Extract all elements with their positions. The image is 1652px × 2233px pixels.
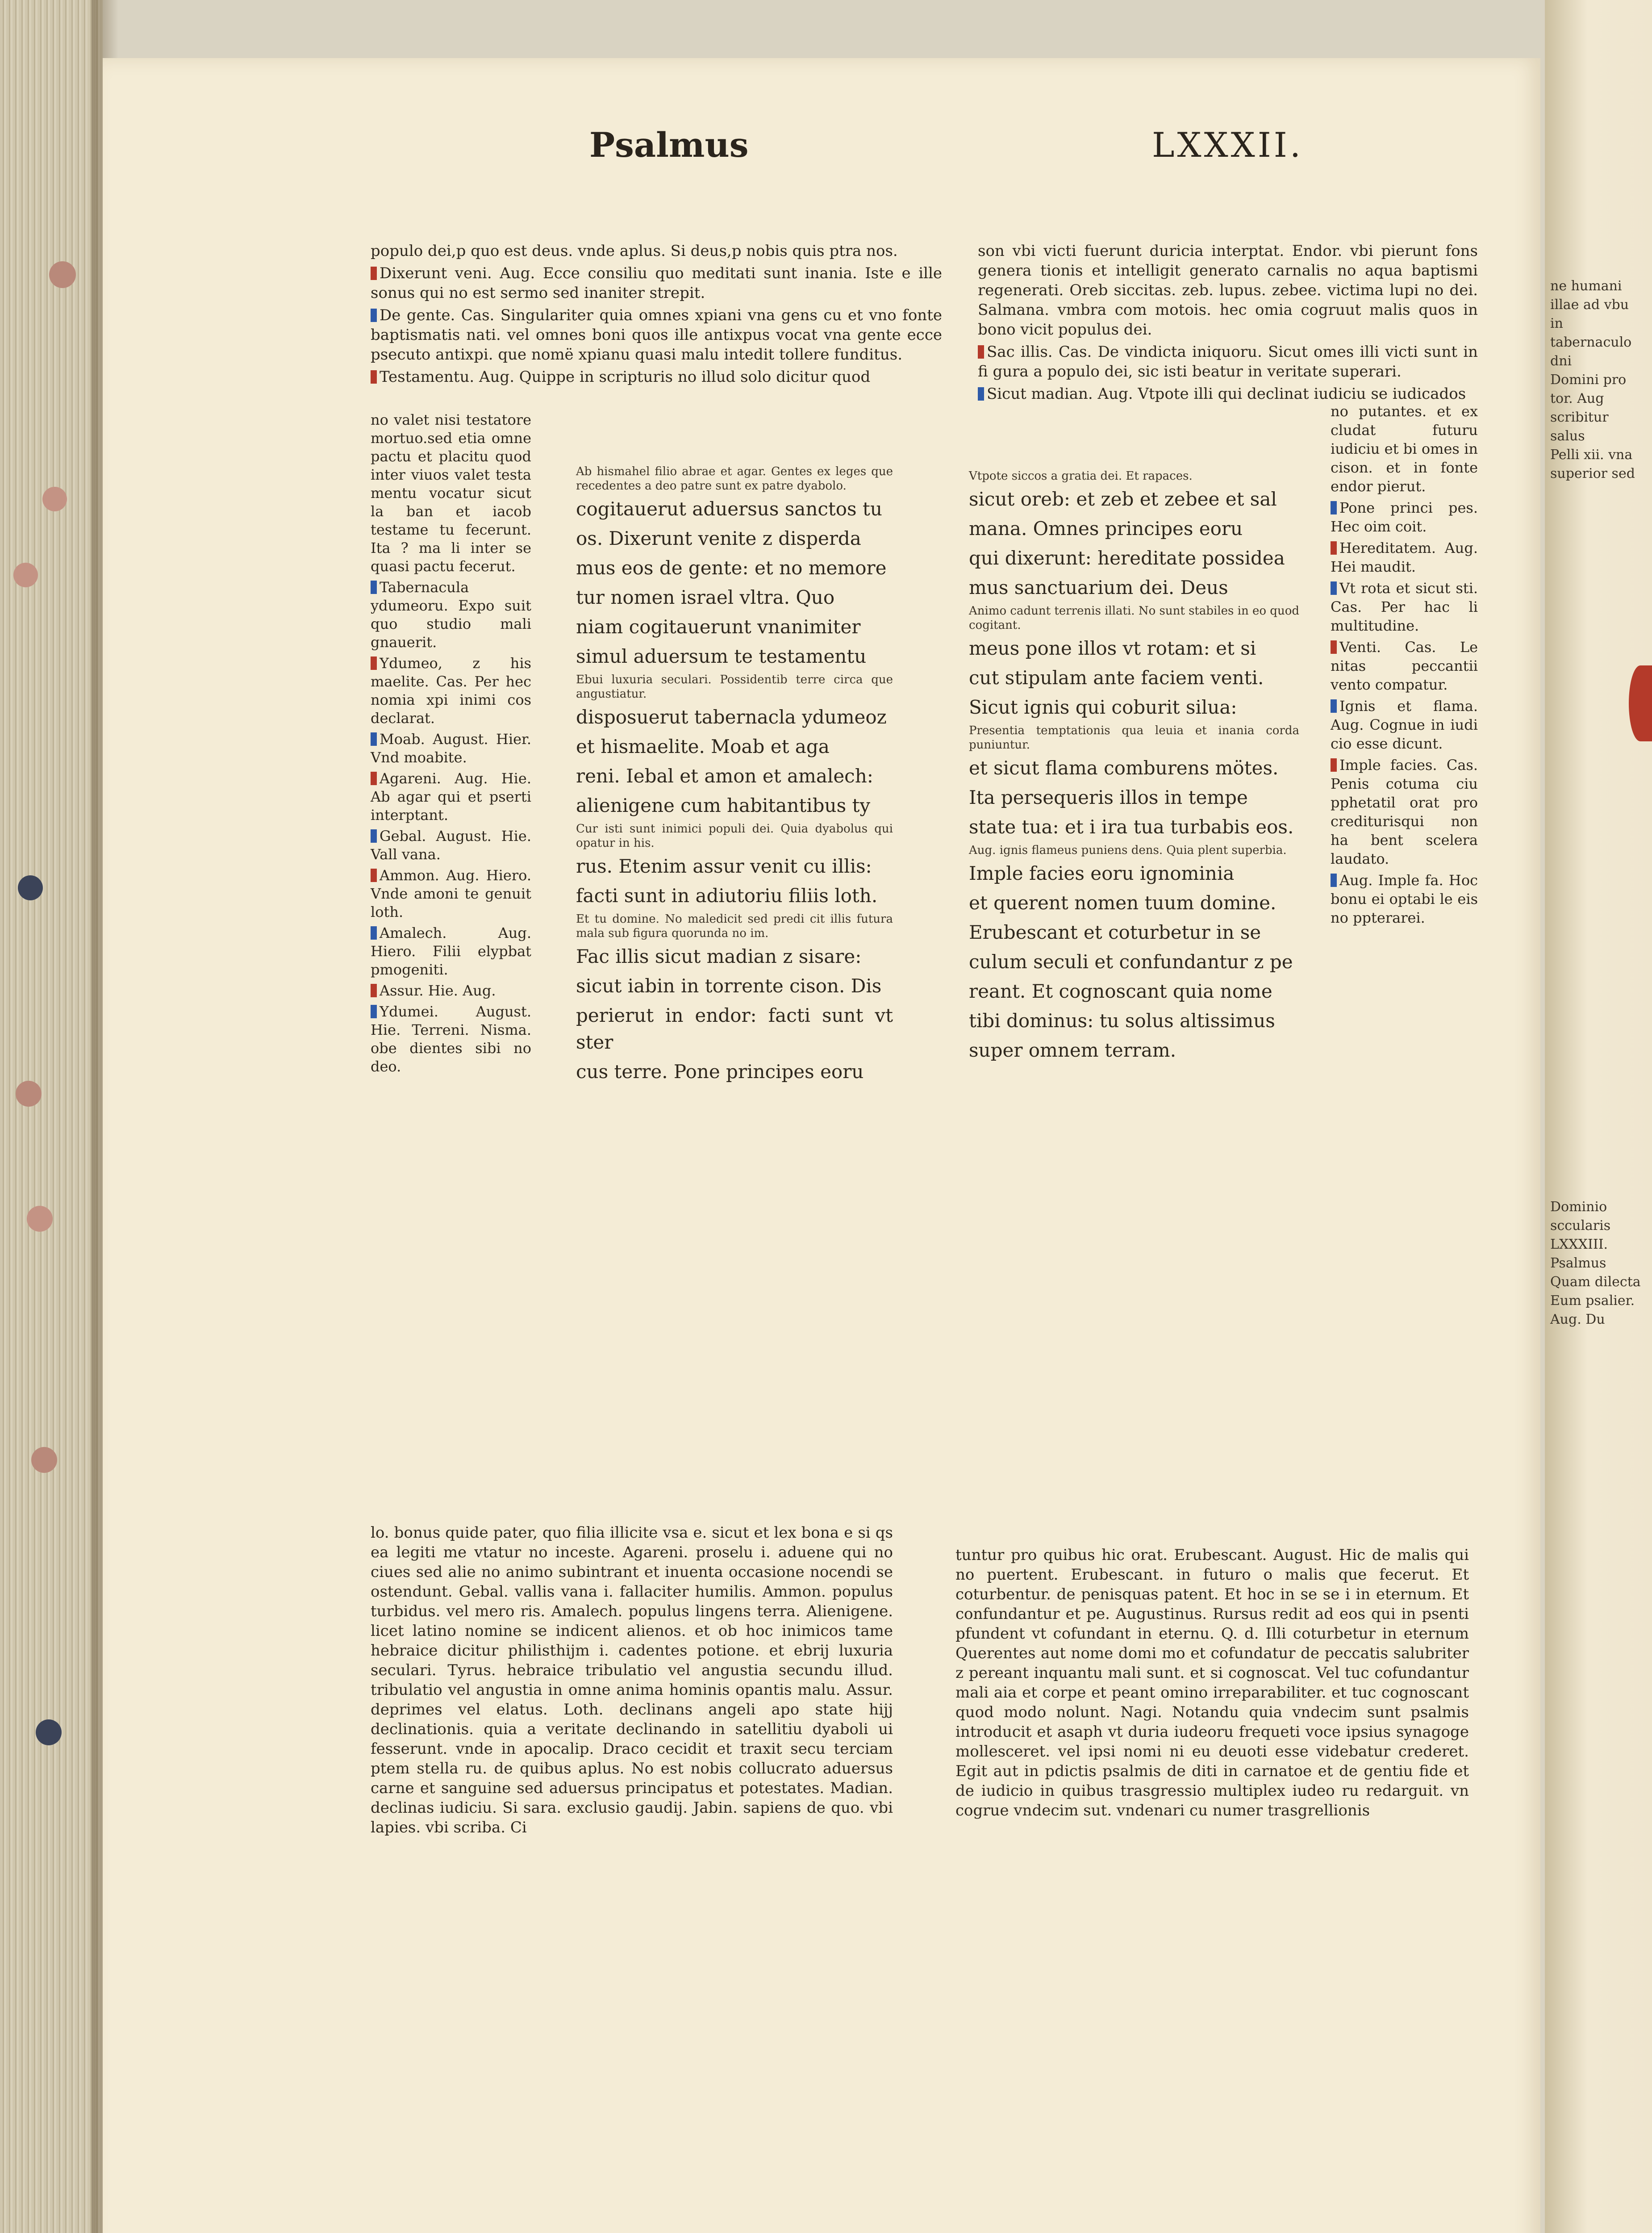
- paragraph-mark: [1331, 874, 1337, 887]
- psalm-line: meus pone illos vt rotam: et si: [969, 637, 1256, 659]
- rubric-marker: [371, 267, 377, 280]
- paragraph-mark: [371, 732, 377, 746]
- margin-note: Venti. Cas. Le nitas peccantii vento compatur.: [1331, 639, 1478, 693]
- facing-page-line: scribitur salus: [1550, 410, 1609, 444]
- gloss-bottom-left: [371, 1523, 893, 1840]
- margin-note: Imple facies. Cas. Penis cotuma ciu pphetatil orat pro crediturisqui non ha bent scelera laudato.: [1331, 757, 1478, 867]
- gloss-paragraph: lo. bonus quide pater, quo filia illicite vsa e. sicut et lex bona e si qs ea legiti me vtatur no inceste. Agareni. proselu i. aduene qui no ciues sed alie no animo subintrant et inuenta occasione nocendi se ostendunt. Gebal. vallis vana i. fallaciter humilis. Ammon. populus turbidus. vel mero ris. Amalech. populus lingens terra. Alienigene. licet latino nomine se indicent alienos. et ob hoc inimicos tame hebraice dicitur philisthijm i. cadentes potione. et ebrij luxuria seculari. Tyrus. hebraice tribulatio vel angustia secundu illud. tribulatio vel angustia in omne anima hominis opantis malu. Assur. deprimes vel elatus. Loth. declinans angeli apo state hijj declinationis. quia a veritate declinando in satellitiu dyaboli ui fesserunt. vnde in apocalip. Draco cecidit et traxit secu terciam ptem stella ru. de quibus aplus. No est nobis collucrato aduersus carne et sanguine sed aduersus principatus et potestates. Madian. declinas iudiciu. Si sara. exclusio gaudij. Jabin. sapiens de quo. vbi lapies. vbi scriba. Ci: [371, 1524, 893, 1836]
- psalm-line: cus terre. Pone principes eoru: [576, 1061, 864, 1083]
- margin-note: Tabernacula ydumeoru. Expo suit quo studio mali gnauerit.: [371, 579, 531, 651]
- gloss-right-block: [978, 241, 1478, 406]
- psalm-line: Sicut ignis qui coburit silua:: [969, 696, 1237, 718]
- binding-bead: [49, 261, 76, 288]
- facing-page-line: Dominio sccularis: [1550, 1199, 1611, 1234]
- gloss-paragraph: De gente. Cas. Singulariter quia omnes xpiani vna gens cu et vno fonte baptismatis nati. vel omnes boni quos ille antixpus vocat vna gente ecce psecuto antixpi. que nomë xpianu quasi malu intedit tollere funditus.: [371, 306, 942, 364]
- margin-note: Assur. Hie. Aug.: [371, 982, 531, 1000]
- psalm-line: Erubescant et coturbetur in se: [969, 921, 1261, 943]
- psalm-line: niam cogitauerunt vnanimiter: [576, 616, 861, 638]
- margin-note: Agareni. Aug. Hie. Ab agar qui et pserti interptant.: [371, 770, 531, 824]
- facing-page-line: in tabernaculo dni: [1550, 316, 1632, 369]
- psalm-line: rus. Etenim assur venit cu illis:: [576, 855, 872, 877]
- running-head-right: LXXXII.: [1152, 125, 1303, 165]
- psalm-line: mus eos de gente: et no memore: [576, 557, 887, 579]
- psalm-line: culum seculi et confundantur z pe: [969, 951, 1293, 973]
- paragraph-mark: [1331, 581, 1337, 595]
- margin-note: Amalech. Aug. Hiero. Filii elypbat pmogeniti.: [371, 924, 531, 978]
- psalm-line: cut stipulam ante faciem venti.: [969, 667, 1264, 689]
- psalm-line: et querent nomen tuum domine.: [969, 892, 1277, 914]
- psalm-text-left: [576, 464, 893, 1088]
- margin-note: Ydumei. August. Hie. Terreni. Nisma. obe dientes sibi no deo.: [371, 1003, 531, 1075]
- psalm-line: tibi dominus: tu solus altissimus: [969, 1010, 1275, 1032]
- margin-note: Aug. Imple fa. Hoc bonu ei optabi le eis no ppterarei.: [1331, 872, 1478, 926]
- paragraph-mark: [1331, 501, 1337, 514]
- rubric-marker: [371, 772, 377, 785]
- psalm-text-right: [969, 469, 1299, 1066]
- psalm-line: os. Dixerunt venite z disperda: [576, 527, 861, 549]
- gloss-paragraph: Dixerunt veni. Aug. Ecce consiliu quo meditati sunt inania. Iste e ille sonus qui no est sermo sed inaniter strepit.: [371, 264, 942, 302]
- psalm-line: Fac illis sicut madian z sisare:: [576, 945, 862, 967]
- facing-page-line: Domini pro tor. Aug: [1550, 372, 1627, 406]
- gloss-paragraph: son vbi victi fuerunt duricia interptat. Endor. vbi pierunt fons genera tionis et intelligit generato carnalis no aqua baptismi regenerati. Oreb siccitas. zeb. lupus. zebee. victima lupi no dei. Salmana. vmbra com motois. hec omia cogruut malis quos in bono vicit populus dei.: [978, 242, 1478, 339]
- interlinear-gloss: Cur isti sunt inimici populi dei. Quia dyabolus qui opatur in his.: [576, 822, 893, 850]
- facing-page-line: Pelli xii. vna: [1550, 447, 1633, 463]
- psalm-line: state tua: et i ira tua turbabis eos.: [969, 816, 1294, 838]
- margin-gloss-right: [1331, 402, 1478, 930]
- paragraph-mark: [371, 1005, 377, 1018]
- rubric-marker: [978, 345, 984, 359]
- gloss-paragraph: tuntur pro quibus hic orat. Erubescant. August. Hic de malis qui no puertent. Erubescant. in futuro o malis que fecerut. Et coturbentur. de penisquas patent. Et hoc in se se i in eternum. Et confundantur et pe. Augustinus. Rursus redit ad eos qui in psenti pfundent vt cofundant in eternu. Q. d. Illi coturbetur in eternum Querentes aut nome domi mo et cofundatur de peccatis salubriter z pereant inquantu mali sunt. et si cognoscat. Vel tuc cofundantur mali aia et corpe et peant omino irreparabiliter. et tuc cognoscant quod modo nolunt. Nagi. Notandu quia vndecim sunt psalmis introducit et asaph vt duria iudeoru frequeti voce ipsius synagoge mollesceret. vel ipsi nomi ni eu deuoti esse videbatur crederet. Egit aut in pdictis psalmis de diti in carnatoe et de gentiu fide et de iudicio in quibus trasgressio multiplex iudeo ru redarguit. vn cogrue vndecim sut. vndenari cu numer trasgrellionis: [955, 1546, 1469, 1819]
- rubric-marker: [371, 984, 377, 997]
- margin-note: Ignis et flama. Aug. Cognue in iudi cio esse dicunt.: [1331, 698, 1478, 752]
- margin-note: Pone princi pes. Hec oim coit.: [1331, 499, 1478, 535]
- psalm-line: mus sanctuarium dei. Deus: [969, 577, 1228, 598]
- running-head-left: Psalmus: [589, 125, 749, 165]
- facing-page-line: superior sed: [1550, 466, 1635, 481]
- facing-page-fragment: [1545, 0, 1652, 2233]
- interlinear-gloss: Aug. ignis flameus puniens dens. Quia plent superbia.: [969, 844, 1287, 857]
- margin-note: Gebal. August. Hie. Vall vana.: [371, 828, 531, 863]
- psalm-line: perierut in endor: facti sunt vt ster: [576, 1004, 893, 1053]
- facing-page-line: Quam dilecta: [1550, 1274, 1641, 1290]
- gloss-left-block: [371, 241, 942, 389]
- paragraph-mark: [371, 829, 377, 843]
- margin-note: Ammon. Aug. Hiero. Vnde amoni te genuit loth.: [371, 867, 531, 920]
- psalm-line: sicut oreb: et zeb et zebee et sal: [969, 488, 1277, 510]
- psalm-line: super omnem terram.: [969, 1039, 1176, 1061]
- psalm-line: mana. Omnes principes eoru: [969, 518, 1243, 539]
- psalm-line: Imple facies eoru ignominia: [969, 862, 1235, 884]
- margin-note: Moab. August. Hier. Vnd moabite.: [371, 731, 531, 766]
- gloss-paragraph: Testamentu. Aug. Quippe in scripturis no illud solo dicitur quod: [371, 367, 942, 387]
- paragraph-mark: [1331, 699, 1337, 713]
- paragraph-mark: [371, 926, 377, 940]
- interlinear-gloss: Vtpote siccos a gratia dei. Et rapaces.: [969, 469, 1193, 483]
- gloss-bottom-right: [955, 1545, 1469, 1823]
- psalm-line: reni. Iebal et amon et amalech:: [576, 765, 873, 787]
- interlinear-gloss: Animo cadunt terrenis illati. No sunt stabiles in eo quod cogitant.: [969, 604, 1299, 632]
- facing-page-line: Psalmus: [1550, 1255, 1606, 1271]
- gloss-paragraph: populo dei,p quo est deus. vnde aplus. Si deus,p nobis quis ptra nos.: [371, 242, 898, 260]
- rubric-marker: [1331, 640, 1337, 654]
- rubric-marker: [1331, 541, 1337, 555]
- psalm-line: tur nomen israel vltra. Quo: [576, 586, 835, 608]
- binding-bead: [13, 563, 38, 587]
- psalm-line: cogitauerut aduersus sanctos tu: [576, 498, 882, 520]
- binding-bead: [18, 875, 43, 900]
- binding-bead: [36, 1719, 62, 1745]
- interlinear-gloss: Et tu domine. No maledicit sed predi cit illis futura mala sub figura quorunda no im.: [576, 912, 893, 940]
- psalm-line: sicut iabin in torrente cison. Dis: [576, 975, 882, 997]
- rubric-marker: [371, 657, 377, 670]
- psalm-line: reant. Et cognoscant quia nome: [969, 980, 1272, 1002]
- margin-note: Hereditatem. Aug. Hei maudit.: [1331, 539, 1478, 575]
- psalm-line: et hismaelite. Moab et aga: [576, 736, 830, 757]
- psalm-line: disposuerut tabernacla ydumeoz: [576, 706, 887, 728]
- margin-note: Ydumeo, z his maelite. Cas. Per hec nomia xpi inimi cos declarat.: [371, 655, 531, 727]
- binding-bead: [27, 1206, 53, 1232]
- book-leaf-edge: [0, 0, 103, 2233]
- binding-bead: [31, 1447, 57, 1473]
- gloss-paragraph: Sac illis. Cas. De vindicta iniquoru. Sicut omes illi victi sunt in fi gura a populo dei, sic isti beatur in veritate superari.: [978, 343, 1478, 381]
- margin-note: no putantes. et ex cludat futuru iudiciu et bi omes in cison. et in fonte endor pierut.: [1331, 403, 1478, 495]
- facing-page-line: ne humani illae ad vbu: [1550, 278, 1629, 313]
- paragraph-mark: [371, 309, 377, 322]
- binding-bead: [42, 487, 67, 511]
- psalm-line: facti sunt in adiutoriu filiis loth.: [576, 885, 878, 907]
- margin-gloss-left: [371, 411, 531, 1079]
- psalm-line: et sicut flama comburens mötes.: [969, 757, 1279, 779]
- binding-bead: [16, 1081, 42, 1107]
- paragraph-mark: [978, 387, 984, 401]
- rubric-marker: [371, 370, 377, 384]
- facing-page-line: Eum psalier. Aug. Du: [1550, 1293, 1635, 1327]
- psalm-line: alienigene cum habitantibus ty: [576, 795, 871, 816]
- interlinear-gloss: Ebui luxuria seculari. Possidentib terre circa que angustiatur.: [576, 673, 893, 701]
- margin-note: Vt rota et sicut sti. Cas. Per hac li multitudine.: [1331, 580, 1478, 634]
- interlinear-gloss: Ab hismahel filio abrae et agar. Gentes ex leges que recedentes a deo patre sunt ex patre dyabolo.: [576, 465, 893, 493]
- psalm-line: simul aduersum te testamentu: [576, 645, 867, 667]
- rubric-marker: [1331, 758, 1337, 772]
- rubric-marker: [371, 869, 377, 882]
- facing-page-line: LXXXIII.: [1550, 1237, 1608, 1252]
- psalm-line: Ita persequeris illos in tempe: [969, 786, 1248, 808]
- gloss-paragraph: Sicut madian. Aug. Vtpote illi qui declinat iudiciu se iudicados: [978, 384, 1478, 404]
- interlinear-gloss: Presentia temptationis qua leuia et inania corda puniuntur.: [969, 724, 1299, 752]
- red-initial-fragment: [1629, 665, 1652, 741]
- psalm-line: qui dixerunt: hereditate possidea: [969, 547, 1285, 569]
- margin-note: no valet nisi testatore mortuo.sed etia omne pactu et placitu quod inter viuos valet testa mentu vocatur sicut la ban et iacob testame tu fecerunt. Ita ? ma li inter se quasi pactu fecerut.: [371, 411, 531, 575]
- paragraph-mark: [371, 581, 377, 594]
